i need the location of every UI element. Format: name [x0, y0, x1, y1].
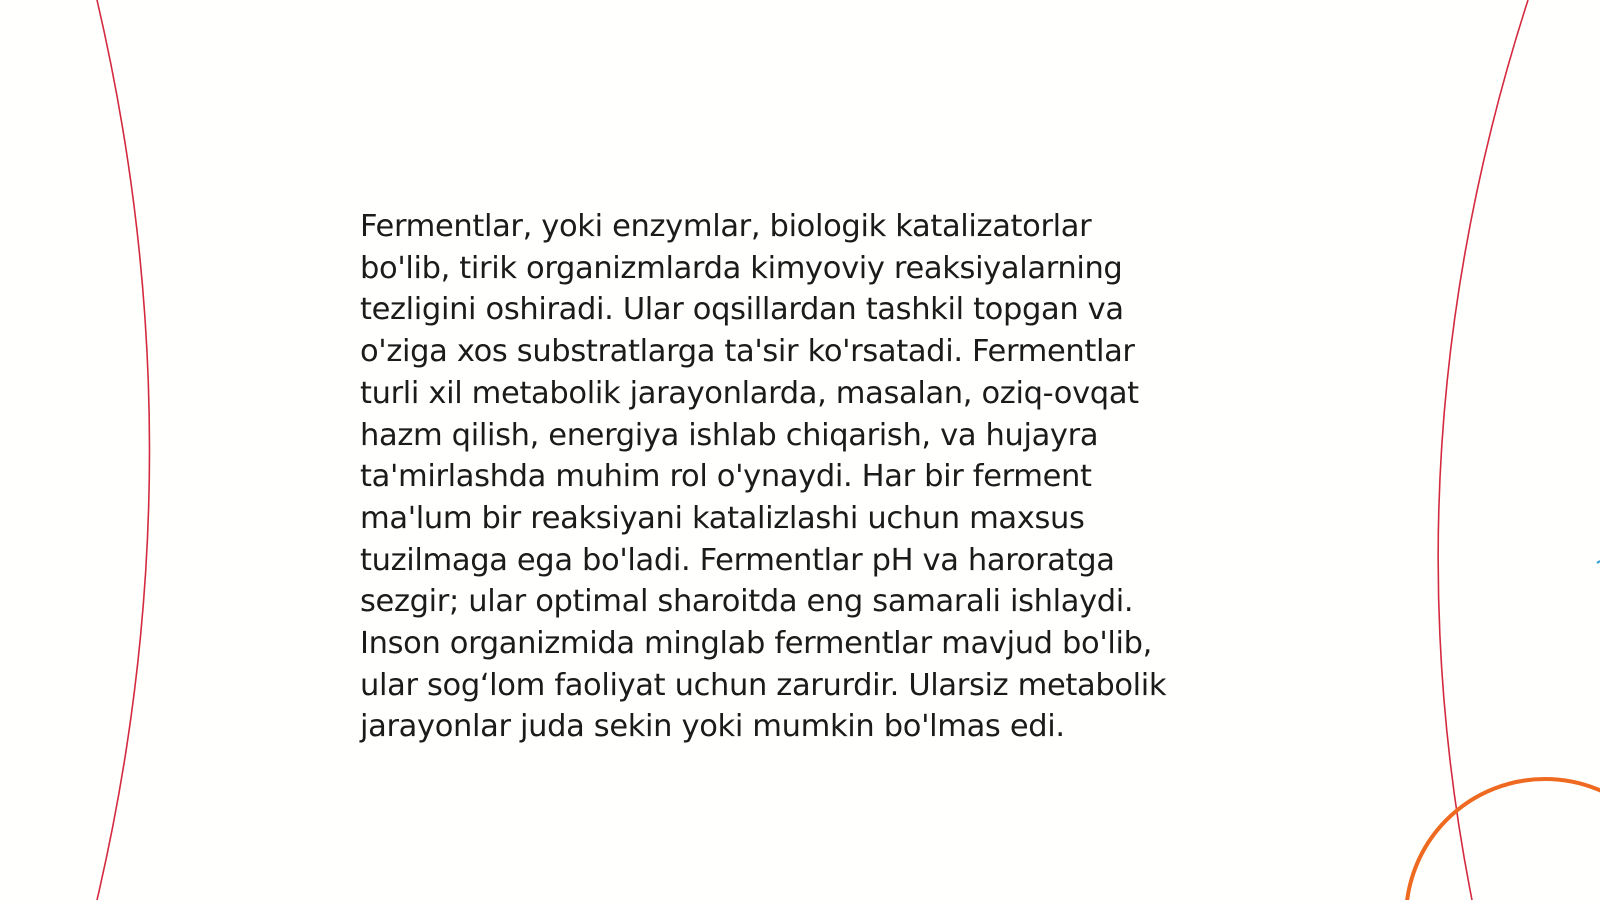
orange-ring [1406, 779, 1600, 900]
right-curve [1438, 0, 1528, 900]
left-curve [97, 0, 150, 900]
slide-body-text: Fermentlar, yoki enzymlar, biologik katalizatorlar bo'lib, tirik organizmlarda kimyoviy reaksiyalarning tezligini oshiradi. Ular oqsillardan tashkil topgan va o'ziga xos substratlarga ta'sir ko'rsatadi. Fermentlar turli xil metabolik jarayonlarda, masalan, oziq-ovqat hazm qilish, energiya ishlab chiqarish, va hujayra ta'mirlashda muhim rol o'ynaydi. Har bir ferment ma'lum bir reaksiyani katalizlashi uchun maxsus tuzilmaga ega bo'ladi. Fermentlar pH va haroratga sezgir; ular optimal sharoitda eng samarali ishlaydi. Inson organizmida minglab fermentlar mavjud bo'lib, ular sog‘lom faoliyat uchun zarurdir. Ularsiz metabolik jarayonlar juda sekin yoki mumkin bo'lmas edi. [360, 209, 1167, 745]
